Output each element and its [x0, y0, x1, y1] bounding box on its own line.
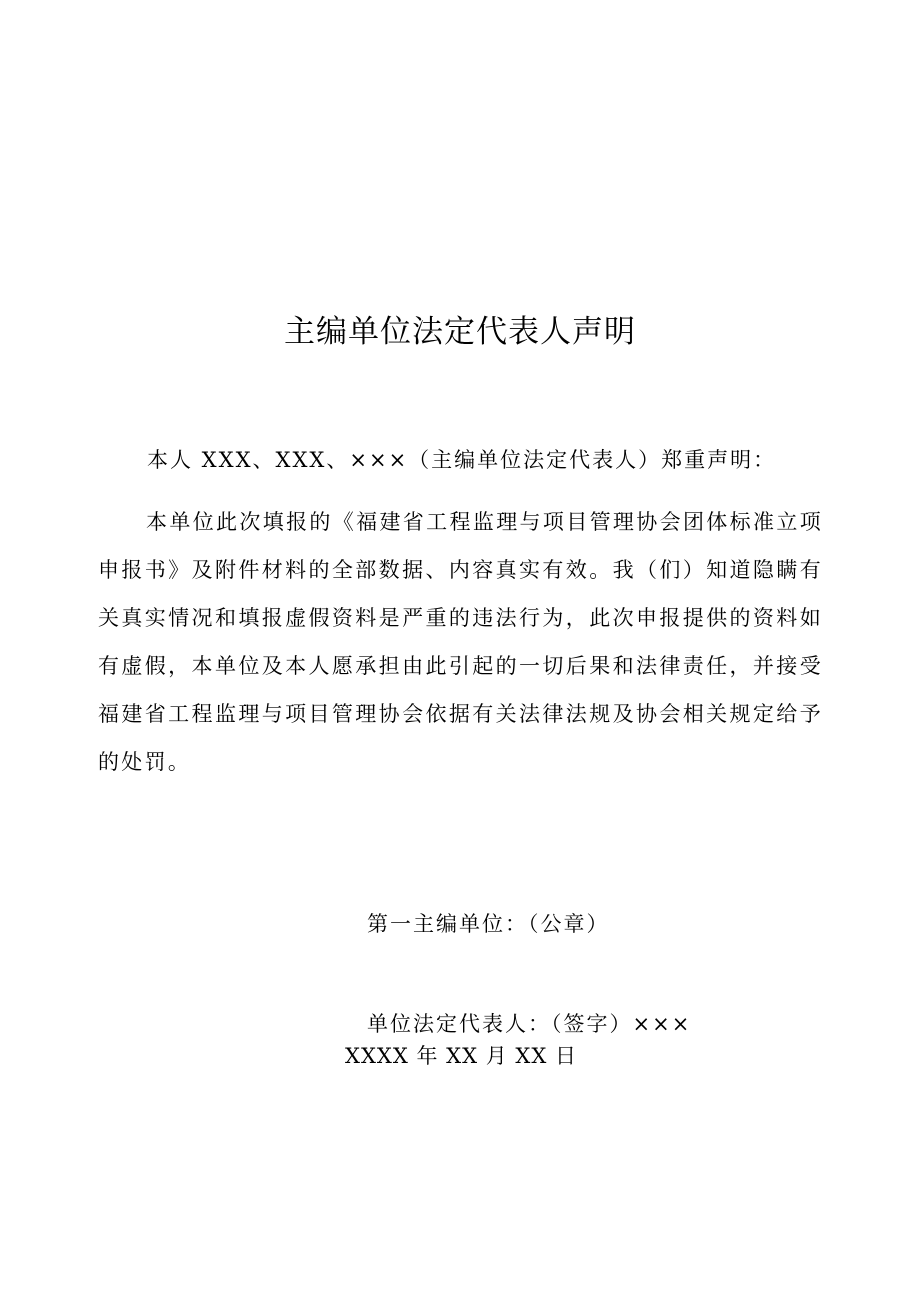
- signature-date-line: XXXX 年 XX 月 XX 日: [345, 1044, 577, 1068]
- declaration-intro: 本人 XXX、XXX、×××（主编单位法定代表人）郑重声明：: [147, 448, 777, 472]
- signature-unit-line: 第一主编单位：（公章）: [367, 912, 610, 936]
- declaration-body: 本单位此次填报的《福建省工程监理与项目管理协会团体标准立项申报书》及附件材料的全部数据、内容真实有效。我（们）知道隐瞒有关真实情况和填报虚假资料是严重的违法行为，此次申报提供的资料如有虚假，本单位及本人愿承担由此引起的一切后果和法律责任，并接受福建省工程监理与项目管理协会依据有关法律法规及协会相关规定给予的处罚。: [98, 510, 823, 774]
- signature-representative-line: 单位法定代表人：（签字）×××: [367, 1012, 692, 1036]
- document-title: 主编单位法定代表人声明: [284, 314, 636, 350]
